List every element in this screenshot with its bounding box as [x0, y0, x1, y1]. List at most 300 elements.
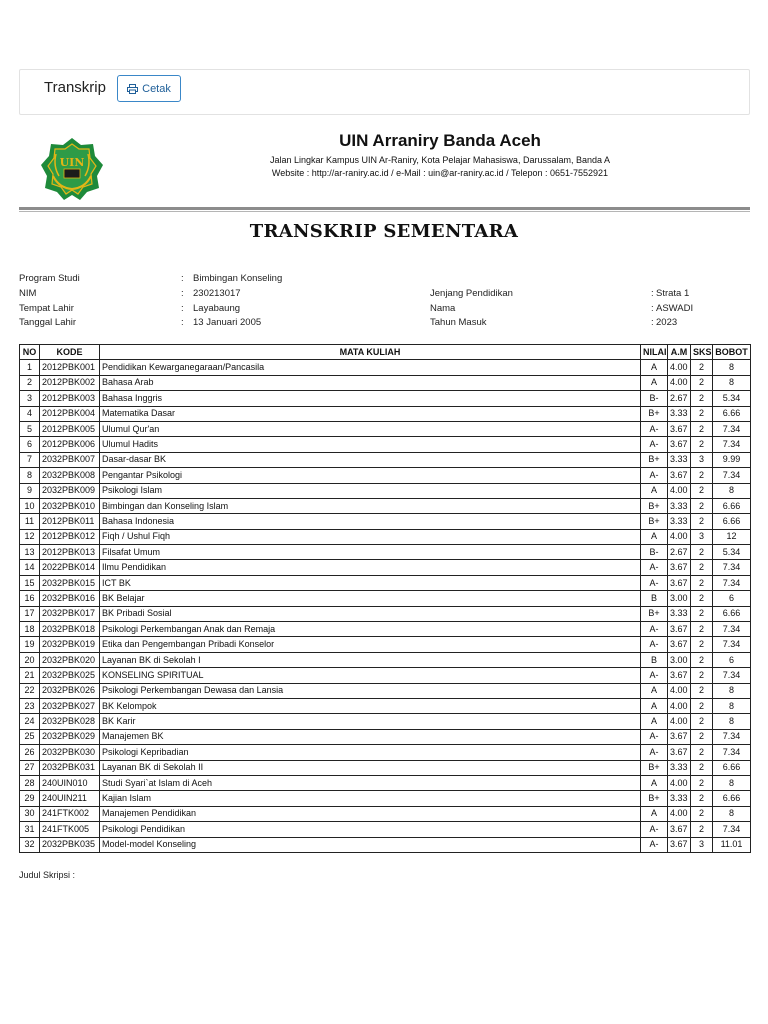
grade-point: 2.67 [668, 545, 691, 560]
credits: 2 [691, 437, 713, 452]
weight: 5.34 [713, 391, 751, 406]
grade: B+ [641, 606, 668, 621]
row-no: 26 [20, 745, 40, 760]
row-no: 7 [20, 452, 40, 467]
table-row [20, 406, 751, 421]
grade-point: 3.67 [668, 437, 691, 452]
row-no: 29 [20, 791, 40, 806]
course-name: BK Belajar [100, 591, 641, 606]
print-button[interactable] [117, 75, 181, 102]
table-row [20, 529, 751, 544]
grade: A- [641, 421, 668, 436]
row-no: 25 [20, 729, 40, 744]
weight: 7.34 [713, 560, 751, 575]
header-no: NO [20, 345, 40, 360]
grade-point: 3.67 [668, 668, 691, 683]
row-no: 3 [20, 391, 40, 406]
course-code: 2032PBK026 [40, 683, 100, 698]
header-code: KODE [40, 345, 100, 360]
weight: 5.34 [713, 545, 751, 560]
name-sep: : [651, 303, 654, 314]
course-code: 2032PBK009 [40, 483, 100, 498]
weight: 8 [713, 360, 751, 375]
table-row [20, 791, 751, 806]
table-row [20, 437, 751, 452]
grade-point: 3.67 [668, 637, 691, 652]
weight: 7.34 [713, 637, 751, 652]
credits: 2 [691, 606, 713, 621]
credits: 2 [691, 637, 713, 652]
header-credits: SKS [691, 345, 713, 360]
course-code: 2032PBK025 [40, 668, 100, 683]
row-no: 32 [20, 837, 40, 852]
credits: 2 [691, 391, 713, 406]
weight: 6 [713, 591, 751, 606]
grade-point: 3.33 [668, 760, 691, 775]
weight: 7.34 [713, 822, 751, 837]
transcript-table [19, 344, 751, 853]
grade-point: 3.67 [668, 421, 691, 436]
row-no: 16 [20, 591, 40, 606]
grade-point: 4.00 [668, 483, 691, 498]
weight: 8 [713, 483, 751, 498]
credits: 2 [691, 729, 713, 744]
weight: 8 [713, 806, 751, 821]
course-code: 240UIN211 [40, 791, 100, 806]
table-row [20, 622, 751, 637]
grade-point: 3.33 [668, 452, 691, 467]
row-no: 24 [20, 714, 40, 729]
grade-point: 4.00 [668, 714, 691, 729]
grade: B+ [641, 760, 668, 775]
table-row [20, 637, 751, 652]
credits: 2 [691, 745, 713, 760]
birthplace-sep: : [181, 303, 184, 314]
course-name: Studi Syari`at Islam di Aceh [100, 775, 641, 790]
grade-point: 4.00 [668, 775, 691, 790]
table-row [20, 545, 751, 560]
grade-point: 4.00 [668, 698, 691, 713]
header-grade-point: A.M [668, 345, 691, 360]
table-row [20, 483, 751, 498]
table-row [20, 468, 751, 483]
course-name: BK Karir [100, 714, 641, 729]
grade-point: 3.67 [668, 837, 691, 852]
row-no: 27 [20, 760, 40, 775]
birthdate-label: Tanggal Lahir [19, 317, 77, 328]
table-row [20, 760, 751, 775]
course-code: 2012PBK001 [40, 360, 100, 375]
table-row [20, 714, 751, 729]
table-row [20, 391, 751, 406]
table-row [20, 652, 751, 667]
program-sep: : [181, 273, 184, 284]
course-name: Filsafat Umum [100, 545, 641, 560]
course-code: 2032PBK016 [40, 591, 100, 606]
grade: A- [641, 637, 668, 652]
grade: A [641, 375, 668, 390]
grade-point: 4.00 [668, 360, 691, 375]
table-row [20, 575, 751, 590]
logo-lettering: UIN [59, 156, 85, 169]
course-name: Manajemen Pendidikan [100, 806, 641, 821]
course-code: 2012PBK003 [40, 391, 100, 406]
course-code: 2012PBK012 [40, 529, 100, 544]
grade: A- [641, 745, 668, 760]
course-code: 2032PBK020 [40, 652, 100, 667]
grade-point: 4.00 [668, 683, 691, 698]
grade-point: 4.00 [668, 375, 691, 390]
credits: 3 [691, 837, 713, 852]
grade: A- [641, 437, 668, 452]
credits: 2 [691, 698, 713, 713]
nim-sep: : [181, 288, 184, 299]
grade: B+ [641, 498, 668, 513]
table-row [20, 668, 751, 683]
course-name: ICT BK [100, 575, 641, 590]
course-name: Etika dan Pengembangan Pribadi Konselor [100, 637, 641, 652]
row-no: 21 [20, 668, 40, 683]
row-no: 13 [20, 545, 40, 560]
row-no: 12 [20, 529, 40, 544]
course-name: Layanan BK di Sekolah I [100, 652, 641, 667]
row-no: 31 [20, 822, 40, 837]
weight: 7.34 [713, 468, 751, 483]
course-name: BK Pribadi Sosial [100, 606, 641, 621]
grade: B- [641, 391, 668, 406]
course-name: Bahasa Inggris [100, 391, 641, 406]
grade-point: 3.00 [668, 591, 691, 606]
credits: 2 [691, 806, 713, 821]
row-no: 6 [20, 437, 40, 452]
university-logo [39, 136, 105, 202]
nim-label: NIM [19, 288, 37, 299]
weight: 7.34 [713, 575, 751, 590]
grade: B+ [641, 791, 668, 806]
entry-year-label: Tahun Masuk [430, 317, 487, 328]
course-code: 2032PBK015 [40, 575, 100, 590]
entry-year-value: 2023 [656, 317, 678, 328]
credits: 2 [691, 683, 713, 698]
level-label: Jenjang Pendidikan [430, 288, 513, 299]
weight: 6.66 [713, 498, 751, 513]
grade: A [641, 698, 668, 713]
weight: 6.66 [713, 514, 751, 529]
grade-point: 3.67 [668, 575, 691, 590]
course-code: 2012PBK011 [40, 514, 100, 529]
header-grade: NILAI [641, 345, 668, 360]
row-no: 30 [20, 806, 40, 821]
nim-value: 230213017 [193, 288, 241, 299]
institution-contact: Website : http://ar-raniry.ac.id / e-Mail : uin@ar-raniry.ac.id / Telepon : 0651-7552921 [271, 168, 609, 178]
grade: B+ [641, 514, 668, 529]
table-row [20, 360, 751, 375]
course-code: 2032PBK027 [40, 698, 100, 713]
weight: 6.66 [713, 606, 751, 621]
weight: 8 [713, 683, 751, 698]
grade: B+ [641, 452, 668, 467]
credits: 2 [691, 652, 713, 667]
grade: A [641, 483, 668, 498]
table-row [20, 837, 751, 852]
course-name: Bahasa Arab [100, 375, 641, 390]
birthdate-value: 13 Januari 2005 [193, 317, 262, 328]
table-row [20, 683, 751, 698]
row-no: 18 [20, 622, 40, 637]
weight: 7.34 [713, 729, 751, 744]
grade-point: 3.33 [668, 514, 691, 529]
weight: 8 [713, 698, 751, 713]
table-row [20, 775, 751, 790]
course-code: 2012PBK013 [40, 545, 100, 560]
table-row [20, 560, 751, 575]
course-name: Fiqh / Ushul Fiqh [100, 529, 641, 544]
weight: 7.34 [713, 622, 751, 637]
credits: 2 [691, 622, 713, 637]
course-name: Psikologi Perkembangan Anak dan Remaja [100, 622, 641, 637]
table-row [20, 745, 751, 760]
credits: 2 [691, 483, 713, 498]
grade: A [641, 683, 668, 698]
level-value: Strata 1 [656, 288, 690, 299]
weight: 7.34 [713, 668, 751, 683]
table-row [20, 698, 751, 713]
header-weight: BOBOT [713, 345, 751, 360]
course-name: Dasar-dasar BK [100, 452, 641, 467]
course-name: Ulumul Qur'an [100, 421, 641, 436]
weight: 8 [713, 375, 751, 390]
weight: 11.01 [713, 837, 751, 852]
course-name: Bahasa Indonesia [100, 514, 641, 529]
grade-point: 3.00 [668, 652, 691, 667]
course-name: Matematika Dasar [100, 406, 641, 421]
row-no: 8 [20, 468, 40, 483]
weight: 6.66 [713, 406, 751, 421]
row-no: 15 [20, 575, 40, 590]
grade: A- [641, 560, 668, 575]
row-no: 11 [20, 514, 40, 529]
table-row [20, 498, 751, 513]
course-name: Psikologi Pendidikan [100, 822, 641, 837]
grade: A [641, 775, 668, 790]
row-no: 14 [20, 560, 40, 575]
grade-point: 3.67 [668, 729, 691, 744]
course-name: Manajemen BK [100, 729, 641, 744]
course-code: 2032PBK008 [40, 468, 100, 483]
weight: 8 [713, 775, 751, 790]
grade-point: 3.67 [668, 745, 691, 760]
grade-point: 3.33 [668, 498, 691, 513]
weight: 8 [713, 714, 751, 729]
grade-point: 3.67 [668, 468, 691, 483]
course-code: 2022PBK014 [40, 560, 100, 575]
program-value: Bimbingan Konseling [193, 273, 283, 284]
table-header-row [20, 345, 751, 360]
table-row [20, 375, 751, 390]
weight: 7.34 [713, 745, 751, 760]
grade-point: 3.67 [668, 822, 691, 837]
weight: 7.34 [713, 437, 751, 452]
thesis-title-label: Judul Skripsi : [19, 870, 76, 880]
course-code: 241FTK005 [40, 822, 100, 837]
print-button-label: Cetak [142, 82, 171, 95]
grade: A- [641, 837, 668, 852]
course-name: Bimbingan dan Konseling Islam [100, 498, 641, 513]
credits: 2 [691, 360, 713, 375]
credits: 2 [691, 421, 713, 436]
row-no: 23 [20, 698, 40, 713]
grade: B- [641, 545, 668, 560]
row-no: 17 [20, 606, 40, 621]
credits: 2 [691, 545, 713, 560]
grade: A- [641, 575, 668, 590]
course-code: 2032PBK031 [40, 760, 100, 775]
birthplace-value: Layabaung [193, 303, 241, 314]
credits: 2 [691, 791, 713, 806]
name-value: ASWADI [656, 303, 694, 314]
grade-point: 4.00 [668, 806, 691, 821]
credits: 2 [691, 375, 713, 390]
course-name: Model-model Konseling [100, 837, 641, 852]
credits: 2 [691, 668, 713, 683]
course-name: Ulumul Hadits [100, 437, 641, 452]
course-name: Psikologi Islam [100, 483, 641, 498]
credits: 2 [691, 822, 713, 837]
grade: B [641, 591, 668, 606]
course-name: Kajian Islam [100, 791, 641, 806]
course-code: 2032PBK030 [40, 745, 100, 760]
credits: 2 [691, 591, 713, 606]
grade-point: 3.33 [668, 606, 691, 621]
course-name: Psikologi Perkembangan Dewasa dan Lansia [100, 683, 641, 698]
header-course: MATA KULIAH [100, 345, 641, 360]
grade: A- [641, 468, 668, 483]
printer-icon [127, 84, 138, 94]
course-name: Ilmu Pendidikan [100, 560, 641, 575]
credits: 2 [691, 406, 713, 421]
course-code: 2032PBK010 [40, 498, 100, 513]
grade: B [641, 652, 668, 667]
weight: 6.66 [713, 791, 751, 806]
course-name: Psikologi Kepribadian [100, 745, 641, 760]
grade: A [641, 360, 668, 375]
table-row [20, 591, 751, 606]
row-no: 2 [20, 375, 40, 390]
institution-name: UIN Arraniry Banda Aceh [339, 131, 541, 150]
course-code: 2032PBK029 [40, 729, 100, 744]
grade: A [641, 714, 668, 729]
course-code: 2032PBK017 [40, 606, 100, 621]
grade-point: 3.67 [668, 560, 691, 575]
table-row [20, 822, 751, 837]
table-row [20, 729, 751, 744]
weight: 6.66 [713, 760, 751, 775]
credits: 2 [691, 560, 713, 575]
grade: A [641, 529, 668, 544]
credits: 2 [691, 775, 713, 790]
grade: A [641, 806, 668, 821]
transcript-panel-header [19, 69, 750, 115]
table-row [20, 514, 751, 529]
course-code: 2032PBK035 [40, 837, 100, 852]
grade-point: 3.67 [668, 622, 691, 637]
credits: 3 [691, 452, 713, 467]
credits: 2 [691, 714, 713, 729]
course-code: 241FTK002 [40, 806, 100, 821]
course-code: 2032PBK019 [40, 637, 100, 652]
table-row [20, 452, 751, 467]
row-no: 4 [20, 406, 40, 421]
row-no: 5 [20, 421, 40, 436]
name-label: Nama [430, 303, 456, 314]
panel-title: Transkrip [44, 79, 106, 96]
course-code: 2012PBK006 [40, 437, 100, 452]
row-no: 10 [20, 498, 40, 513]
weight: 12 [713, 529, 751, 544]
institution-address: Jalan Lingkar Kampus UIN Ar-Raniry, Kota Pelajar Mahasiswa, Darussalam, Banda A [270, 155, 610, 165]
table-row [20, 806, 751, 821]
course-name: KONSELING SPIRITUAL [100, 668, 641, 683]
course-code: 240UIN010 [40, 775, 100, 790]
grade-point: 3.33 [668, 406, 691, 421]
credits: 2 [691, 760, 713, 775]
course-name: Pendidikan Kewarganegaraan/Pancasila [100, 360, 641, 375]
row-no: 28 [20, 775, 40, 790]
row-no: 22 [20, 683, 40, 698]
level-sep: : [651, 288, 654, 299]
course-name: BK Kelompok [100, 698, 641, 713]
credits: 2 [691, 468, 713, 483]
grade-point: 3.33 [668, 791, 691, 806]
weight: 7.34 [713, 421, 751, 436]
weight: 6 [713, 652, 751, 667]
row-no: 20 [20, 652, 40, 667]
table-row [20, 606, 751, 621]
header-divider-thin [19, 211, 750, 212]
header-divider [19, 207, 750, 210]
birthdate-sep: : [181, 317, 184, 328]
grade: A- [641, 668, 668, 683]
grade-point: 2.67 [668, 391, 691, 406]
course-code: 2032PBK007 [40, 452, 100, 467]
program-label: Program Studi [19, 273, 80, 284]
course-code: 2032PBK028 [40, 714, 100, 729]
course-name: Pengantar Psikologi [100, 468, 641, 483]
course-code: 2032PBK018 [40, 622, 100, 637]
grade: A- [641, 729, 668, 744]
weight: 9.99 [713, 452, 751, 467]
credits: 3 [691, 529, 713, 544]
document-title: TRANSKRIP SEMENTARA [249, 221, 519, 242]
row-no: 9 [20, 483, 40, 498]
entry-year-sep: : [651, 317, 654, 328]
grade-point: 4.00 [668, 529, 691, 544]
credits: 2 [691, 575, 713, 590]
credits: 2 [691, 514, 713, 529]
course-code: 2012PBK002 [40, 375, 100, 390]
course-code: 2012PBK005 [40, 421, 100, 436]
row-no: 19 [20, 637, 40, 652]
birthplace-label: Tempat Lahir [19, 303, 74, 314]
grade: A- [641, 622, 668, 637]
grade: B+ [641, 406, 668, 421]
grade: A- [641, 822, 668, 837]
course-code: 2012PBK004 [40, 406, 100, 421]
credits: 2 [691, 498, 713, 513]
course-name: Layanan BK di Sekolah II [100, 760, 641, 775]
table-row [20, 421, 751, 436]
row-no: 1 [20, 360, 40, 375]
